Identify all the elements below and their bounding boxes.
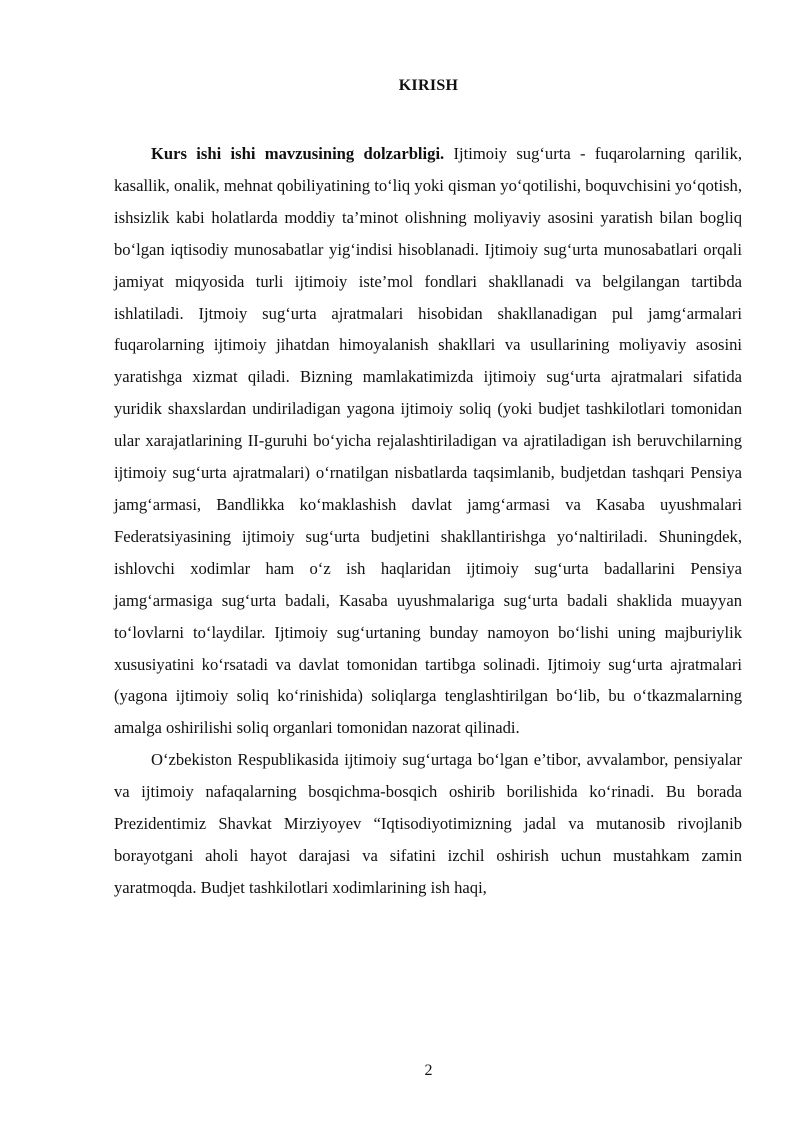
body-text <box>114 138 742 904</box>
page-number: 2 <box>424 1062 433 1079</box>
paragraph-relevance <box>114 138 742 744</box>
paragraph-text: Ijtimoiy sug‘urta - fuqarolarning qarilik, kasallik, onalik, mehnat qobiliyatining to‘liq yoki qisman yo‘qotilishi, boquvchisini yo‘qotish, ishsizlik kabi holatlarda moddiy ta’minot olishning moliyaviy asosini yaratish bilan bogliq bo‘lgan iqtisodiy munosabatlar yig‘indisi hisoblanadi. Ijtimoiy sug‘urta munosabatlari orqali jamiyat miqyosida turli ijtimoiy iste’mol fondlari shakllanadi va belgilangan tartibda ishlatiladi. Ijtmoiy sug‘urta ajratmalari hisobidan shakllanadigan pul jamg‘armalari fuqarolarning ijtimoiy jihatdan himoyalanish shakllari va usullarining moliyaviy asosini yaratishga xizmat qiladi. Bizning mamlakatimizda ijtimoiy sug‘urta ajratmalari sifatida yuridik shaxslardan undiriladigan yagona ijtimoiy soliq (yoki budjet tashkilotlari tomonidan ular xarajatlarining II-guruhi bo‘yicha rejalashtiriladigan va ajratiladigan ish beruvchilarning ijtimoiy sug‘urta ajratmalari) o‘rnatilgan nisbatlarda taqsimlanib, budjetdan tashqari Pensiya jamg‘armasi, Bandlikka ko‘maklashish davlat jamg‘armasi va Kasaba uyushmalari Federatsiyasining ijtimoiy sug‘urta budjetini shakllantirishga yo‘naltiriladi. Shuningdek, ishlovchi xodimlar ham o‘z ish haqlaridan ijtimoiy sug‘urta badallarini Pensiya jamg‘armasiga sug‘urta badali, Kasaba uyushmalariga sug‘urta badali shaklida muayyan to‘lovlarni to‘laydilar. Ijtimoiy sug‘urtaning bunday namoyon bo‘lishi uning majburiylik xususiyatini ko‘rsatadi va davlat tomonidan tartibga solinadi. Ijtimoiy sug‘urta ajratmalari (yagona ijtimoiy soliq ko‘rinishida) soliqlarga tenglashtirilgan bo‘lib, bu o‘tkazmalarning amalga oshirilishi soliq organlari tomonidan nazorat qilinadi. <box>114 144 742 738</box>
paragraph-lead: Kurs ishi ishi mavzusining dolzarbligi. <box>151 144 445 163</box>
section-heading: KIRISH <box>398 77 459 94</box>
paragraph-uzbekistan <box>114 744 742 904</box>
paragraph-text: O‘zbekiston Respublikasida ijtimoiy sug‘urtaga bo‘lgan e’tibor, avvalambor, pensiyalar va ijtimoiy nafaqalarning bosqichma-bosqich oshirib borilishida ko‘rinadi. Bu borada Prezidentimiz Shavkat Mirziyoyev “Iqtisodiyotimizning jadal va mutanosib rivojlanib borayotgani aholi hayot darajasi va sifatini izchil oshirish uchun mustahkam zamin yaratmoqda. Budjet tashkilotlari xodimlarining ish haqi, <box>114 750 742 897</box>
